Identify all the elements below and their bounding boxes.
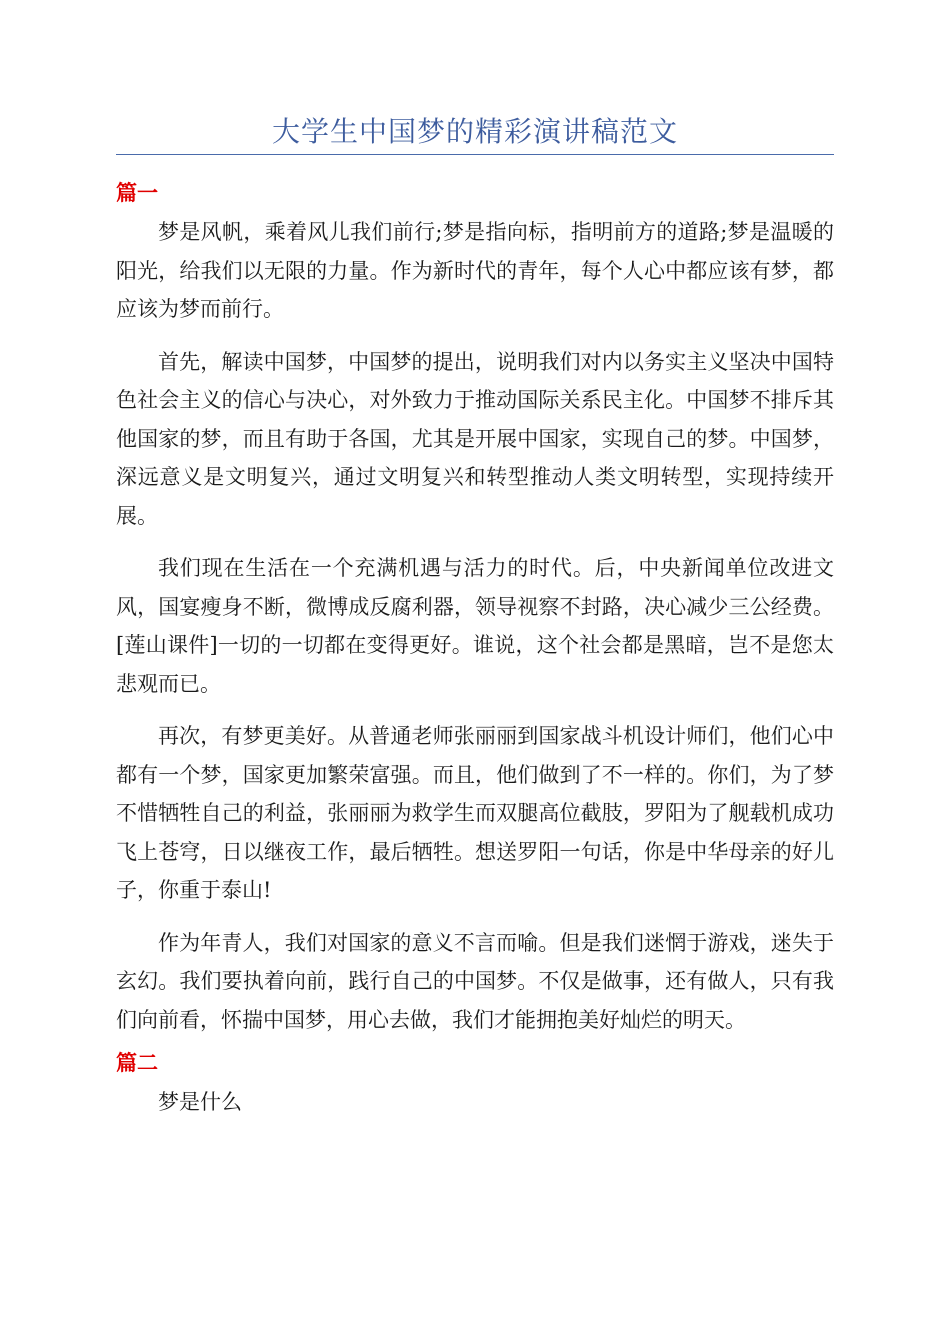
document-page [116,0,834,1122]
section-heading-2: 篇二 [116,1050,158,1075]
paragraph: 首先，解读中国梦，中国梦的提出，说明我们对内以务实主义坚决中国特色社会主义的信心与决心，对外致力于推动国际关系民主化。中国梦不排斥其他国家的梦，而且有助于各国，尤其是开展中国家，实现自己的梦。中国梦，深远意义是文明复兴，通过文明复兴和转型推动人类文明转型，实现持续开展。 [116,349,834,528]
document-title: 大学生中国梦的精彩演讲稿范文 [271,115,678,148]
paragraph: 我们现在生活在一个充满机遇与活力的时代。后，中央新闻单位改进文风，国宴瘦身不断，微博成反腐利器，领导视察不封路，决心减少三公经费。[莲山课件]一切的一切都在变得更好。谁说，这个社会都是黑暗，岂不是您太悲观而已。 [116,556,834,696]
paragraph: 梦是风帆，乘着风儿我们前行;梦是指向标，指明前方的道路;梦是温暖的阳光，给我们以无限的力量。作为新时代的青年，每个人心中都应该有梦，都应该为梦而前行。 [116,220,834,321]
paragraph: 再次，有梦更美好。从普通老师张丽丽到国家战斗机设计师们，他们心中都有一个梦，国家更加繁荣富强。而且，他们做到了不一样的。你们，为了梦不惜牺牲自己的利益，张丽丽为救学生而双腿高位截肢，罗阳为了舰载机成功飞上苍穹，日以继夜工作，最后牺牲。想送罗阳一句话，你是中华母亲的好儿子，你重于泰山! [116,724,834,902]
title-underline [116,154,834,155]
paragraph: 作为年青人，我们对国家的意义不言而喻。但是我们迷惘于游戏，迷失于玄幻。我们要执着向前，践行自己的中国梦。不仅是做事，还有做人，只有我们向前看，怀揣中国梦，用心去做，我们才能拥抱美好灿烂的明天。 [116,930,834,1032]
paragraph: 梦是什么 [158,1090,242,1114]
section-heading-1: 篇一 [116,180,158,205]
